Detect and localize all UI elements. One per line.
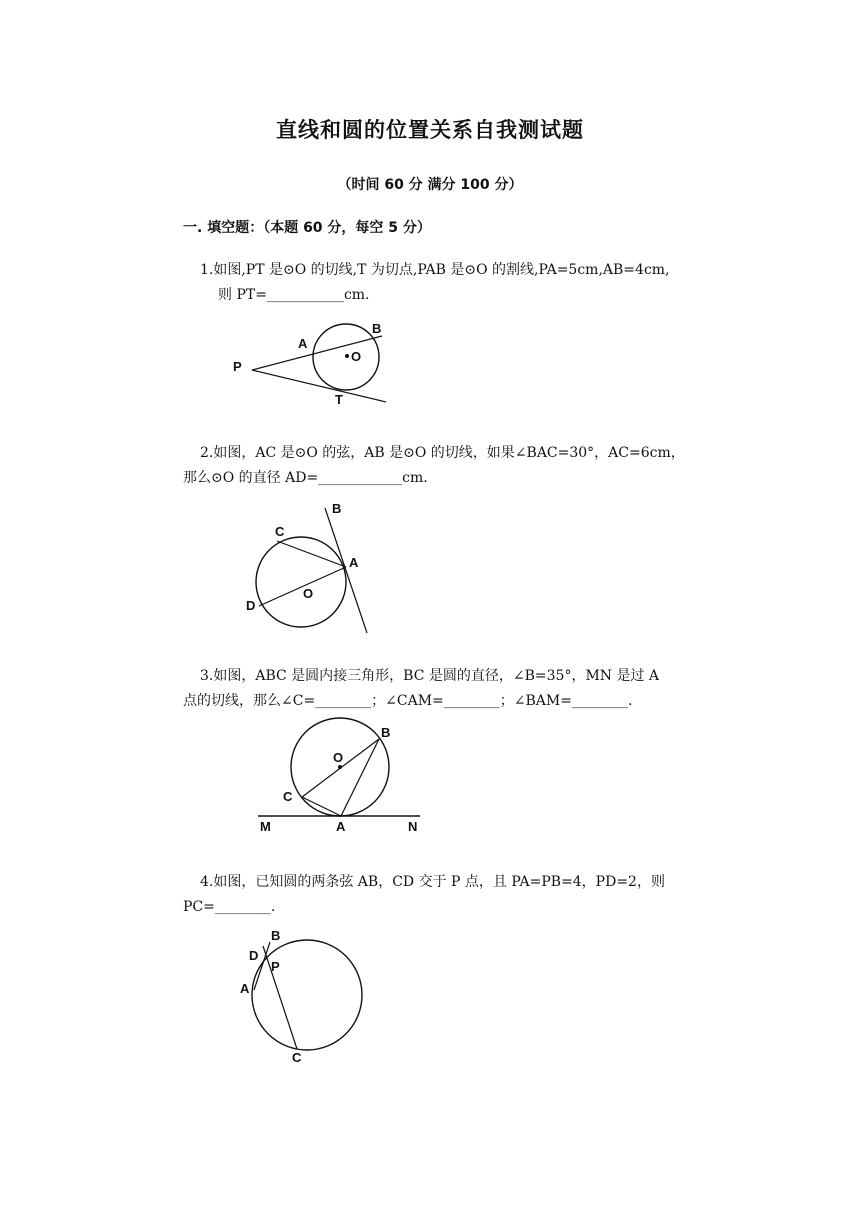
question-2-line-2: 那么⊙O 的直径 AD=____________cm. bbox=[183, 470, 428, 486]
question-1-line-1: 1.如图,PT 是⊙O 的切线,T 为切点,PAB 是⊙O 的割线,PA=5cm,AB=4cm, bbox=[200, 262, 670, 278]
label-b: B bbox=[332, 501, 342, 516]
label-p: P bbox=[271, 959, 280, 974]
label-b: B bbox=[271, 928, 281, 943]
label-b: B bbox=[372, 321, 382, 336]
label-m: M bbox=[260, 819, 271, 834]
label-c: C bbox=[292, 1050, 302, 1065]
time-and-score: （时间 60 分 满分 100 分） bbox=[337, 177, 523, 193]
label-c: C bbox=[275, 524, 285, 539]
label-o: O bbox=[333, 750, 344, 765]
label-d: D bbox=[249, 948, 259, 963]
label-p: P bbox=[233, 359, 242, 374]
page-title: 直线和圆的位置关系自我测试题 bbox=[276, 118, 584, 142]
question-3-line-1: 3.如图，ABC 是圆内接三角形，BC 是圆的直径，∠B=35°，MN 是过 A bbox=[200, 668, 660, 684]
section-heading: 一. 填空题：（本题 60 分，每空 5 分） bbox=[183, 220, 431, 236]
label-a: A bbox=[336, 819, 346, 834]
label-n: N bbox=[408, 819, 418, 834]
label-o: O bbox=[351, 349, 362, 364]
label-b: B bbox=[381, 725, 391, 740]
question-1-line-2: 则 PT=___________cm. bbox=[218, 287, 370, 303]
question-4-line-1: 4.如图，已知圆的两条弦 AB，CD 交于 P 点，且 PA=PB=4，PD=2，则 bbox=[200, 874, 665, 890]
label-t: T bbox=[335, 392, 343, 407]
label-d: D bbox=[246, 598, 256, 613]
question-3-line-2: 点的切线，那么∠C=________；∠CAM=________；∠BAM=________. bbox=[183, 693, 633, 709]
question-4-line-2: PC=________. bbox=[183, 899, 276, 915]
label-a: A bbox=[240, 981, 250, 996]
label-c: C bbox=[283, 789, 293, 804]
label-a: A bbox=[349, 555, 359, 570]
label-o: O bbox=[303, 586, 314, 601]
label-a: A bbox=[298, 336, 308, 351]
circle bbox=[252, 940, 362, 1050]
question-2-line-1: 2.如图，AC 是⊙O 的弦，AB 是⊙O 的切线，如果∠BAC=30°，AC=6cm， bbox=[200, 445, 685, 461]
